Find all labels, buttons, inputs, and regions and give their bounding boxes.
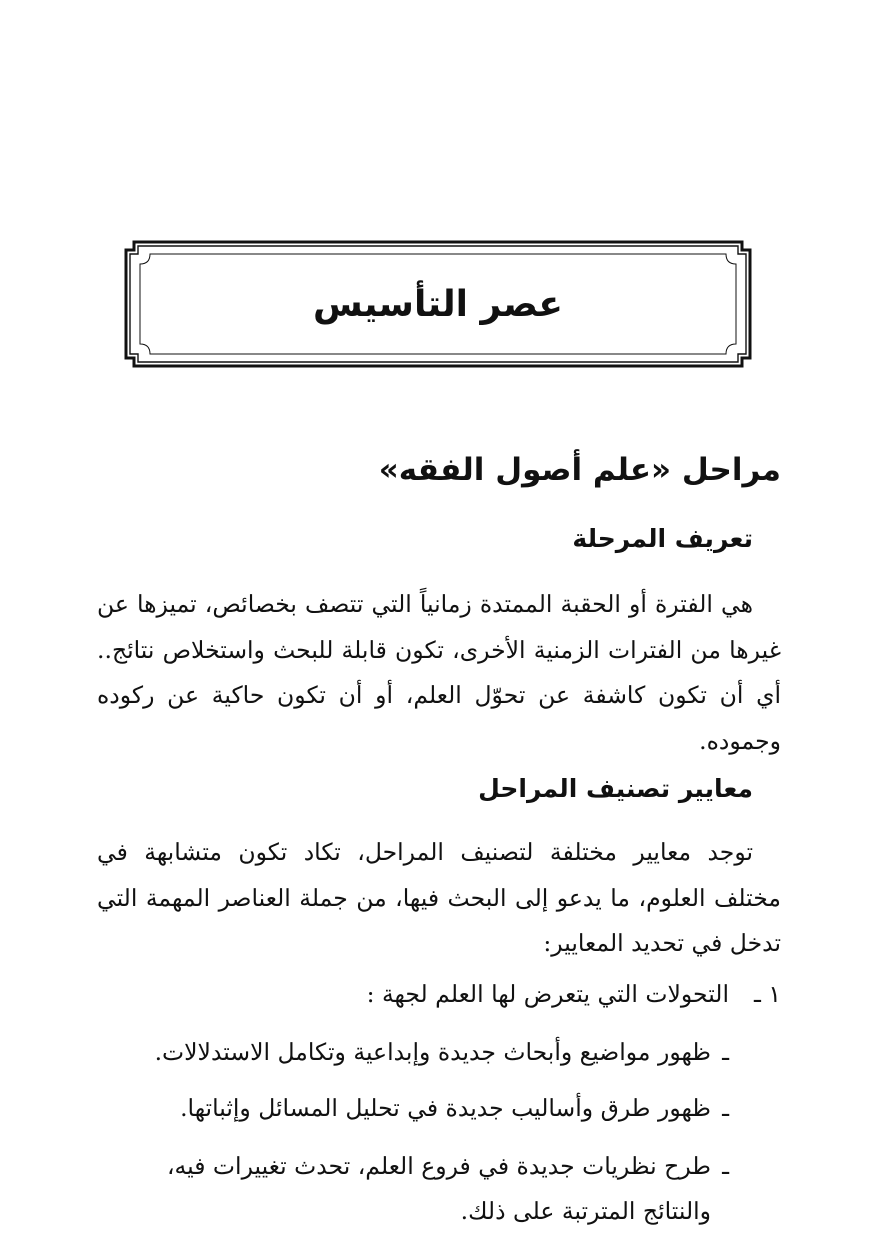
bullet-item [97, 1030, 729, 1075]
bullet-item [97, 1144, 729, 1234]
list-item-text: التحولات التي يتعرض لها العلم لجهة : [366, 980, 729, 1008]
bullet-continuation: والنتائج المترتبة على ذلك. [460, 1197, 711, 1225]
numbered-list-item [97, 972, 781, 1017]
criteria-paragraph-text: توجد معايير مختلفة لتصنيف المراحل، تكاد تكون متشابهة في مختلف العلوم، ما يدعو إلى البحث فيها، من جملة العناصر المهمة التي تدخل في تحديد المعايير: [97, 838, 781, 957]
bullet-text: طرح نظريات جديدة في فروع العلم، تحدث تغييرات فيه، [166, 1152, 711, 1180]
bullet-item [97, 1086, 729, 1131]
bullet-text: ظهور مواضيع وأبحاث جديدة وإبداعية وتكامل الاستدلالات. [154, 1038, 711, 1066]
bullet-text: ظهور طرق وأساليب جديدة في تحليل المسائل وإثباتها. [180, 1094, 711, 1122]
chapter-title-frame [124, 240, 752, 368]
section-heading-definition: تعريف المرحلة [572, 524, 753, 553]
bullet-dash: ـ [722, 1038, 729, 1066]
main-heading: مراحل «علم أصول الفقه» [378, 452, 781, 488]
bullet-dash: ـ [722, 1152, 729, 1180]
section-heading-criteria: معايير تصنيف المراحل [478, 774, 753, 803]
definition-paragraph-text: هي الفترة أو الحقبة الممتدة زمانياً التي تتصف بخصائص، تميزها عن غيرها من الفترات الزمنية الأخرى، تكون قابلة للبحث واستخلاص نتائج.. أي أن تكون كاشفة عن تحوّل العلم، أو أن تكون حاكية عن ركوده وجموده. [97, 590, 781, 755]
bullet-dash: ـ [722, 1094, 729, 1122]
criteria-paragraph [97, 830, 781, 967]
list-number: ١ ـ [754, 980, 781, 1008]
definition-paragraph [97, 582, 781, 764]
chapter-title: عصر التأسيس [312, 283, 564, 325]
